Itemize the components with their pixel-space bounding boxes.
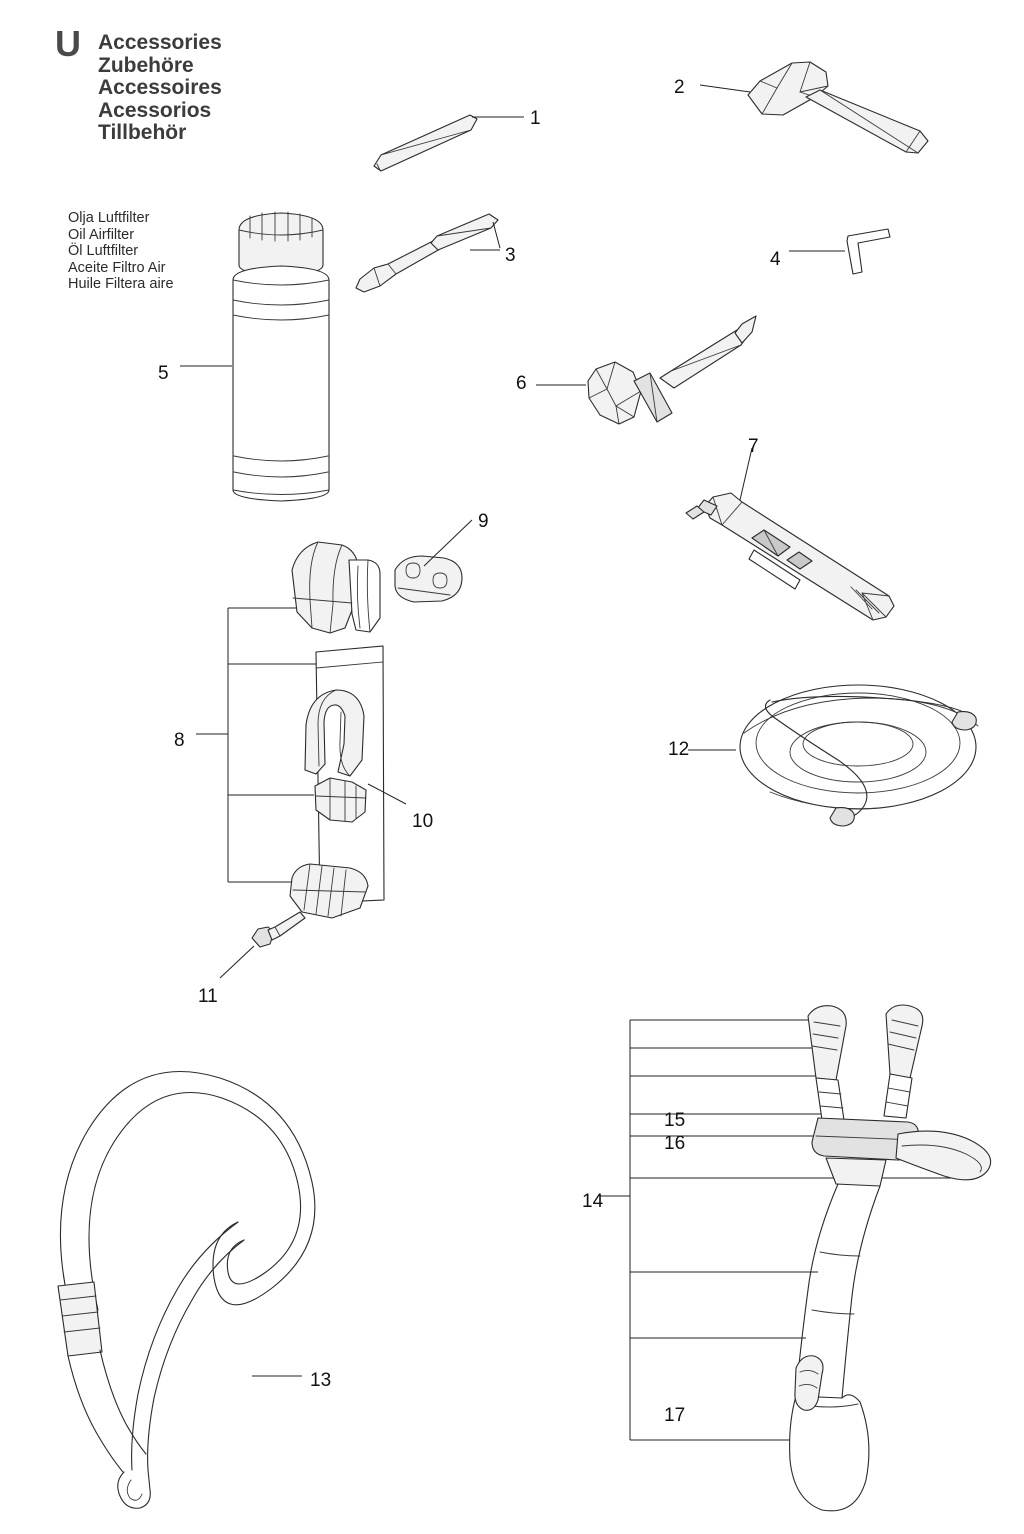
part-12-hose-coil <box>740 685 978 826</box>
oil-note-line-es: Aceite Filtro Air <box>68 259 166 276</box>
callout-5: 5 <box>158 363 169 384</box>
callout-10: 10 <box>412 811 434 832</box>
callout-14: 14 <box>582 1191 604 1212</box>
callout-2: 2 <box>674 77 685 98</box>
part-1-round-file <box>374 115 477 171</box>
part-2-combination-wrench <box>748 62 928 153</box>
callout-15: 15 <box>664 1110 686 1131</box>
callout-16: 16 <box>664 1133 686 1154</box>
title-line-de: Zubehöre <box>98 53 194 77</box>
title-line-pt: Acessorios <box>98 98 212 122</box>
part-3-screwdriver <box>356 214 498 292</box>
part-4-hex-key <box>847 229 890 274</box>
part-8-handle-guard <box>292 542 380 633</box>
part-8-bracket-group <box>196 608 318 882</box>
callout-8: 8 <box>174 730 185 751</box>
oil-note-line-sv: Olja Luftfilter <box>68 210 150 226</box>
oil-note-line-de: Öl Luftfilter <box>68 243 139 259</box>
part-5-oil-bottle <box>233 212 329 501</box>
title-line-fr: Accessoires <box>98 76 222 99</box>
callout-12: 12 <box>668 739 690 760</box>
part-14-harness <box>600 1005 991 1511</box>
callout-3: 3 <box>505 245 516 266</box>
callout-7: 7 <box>748 436 759 457</box>
callout-6: 6 <box>516 373 527 394</box>
title-line-sv: Tillbehör <box>98 121 187 144</box>
oil-note-line-en: Oil Airfilter <box>68 226 135 243</box>
callout-11: 11 <box>198 986 218 1007</box>
oil-note-line-fr: Huile Filtera aire <box>68 276 174 292</box>
callout-4: 4 <box>770 249 781 270</box>
title-line-en: Accessories <box>98 31 222 54</box>
callout-17: 17 <box>664 1405 686 1426</box>
part-9-mount-plate <box>395 556 462 602</box>
part-7-grease-tube <box>686 493 894 620</box>
callout-13: 13 <box>310 1370 332 1391</box>
callout-9: 9 <box>478 511 489 532</box>
part-11-bracket-and-bolt <box>252 864 368 947</box>
part-13-shoulder-strap <box>58 1072 315 1509</box>
section-letter: U <box>55 23 81 64</box>
callout-1: 1 <box>530 108 541 129</box>
part-6-spark-plug-wrench <box>588 316 756 424</box>
